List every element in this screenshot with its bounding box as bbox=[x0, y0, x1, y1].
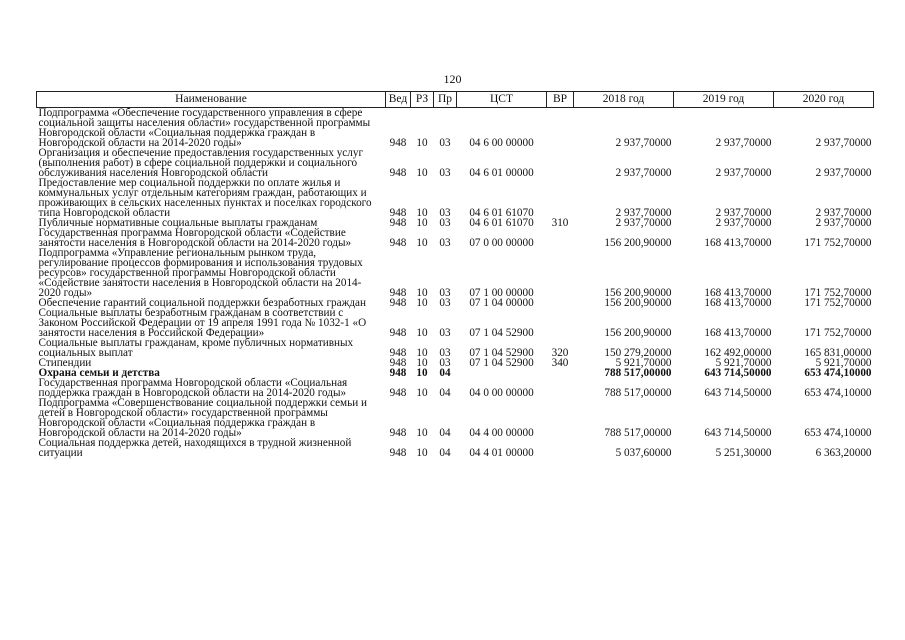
row-rz: 10 bbox=[416, 217, 428, 229]
row-value-2020: 6 363,20000 bbox=[815, 447, 872, 459]
row-pr: 03 bbox=[439, 347, 451, 359]
header-vr: ВР bbox=[547, 92, 574, 108]
row-name: Социальные выплаты безработным гражданам в соответствии с Законом Российской Федерации от 19 апреля 1991 года № 1032-1 «О занятости населения в Российской Федерации» bbox=[38, 307, 367, 339]
row-value-2019: 2 937,70000 bbox=[715, 167, 772, 179]
row-ved: 948 bbox=[389, 137, 407, 149]
row-ved: 948 bbox=[389, 237, 407, 249]
row-vr bbox=[547, 248, 574, 298]
row-value-2020: 171 752,70000 bbox=[804, 287, 872, 299]
row-rz: 10 bbox=[416, 447, 428, 459]
header-name: Наименование bbox=[37, 92, 386, 108]
row-cst: 04 6 01 61070 bbox=[469, 207, 534, 219]
row-pr: 03 bbox=[439, 207, 451, 219]
row-ved: 948 bbox=[389, 357, 407, 369]
row-pr: 03 bbox=[439, 327, 451, 339]
row-value-2020: 2 937,70000 bbox=[815, 167, 872, 179]
row-value-2020: 171 752,70000 bbox=[804, 297, 872, 309]
table-row bbox=[37, 338, 874, 358]
row-cst: 07 0 00 00000 bbox=[469, 237, 534, 249]
table-row bbox=[37, 308, 874, 338]
row-value-2019: 643 714,50000 bbox=[704, 367, 772, 379]
page-number: 120 bbox=[443, 72, 462, 86]
row-value-2018: 2 937,70000 bbox=[615, 137, 672, 149]
row-value-2018: 156 200,90000 bbox=[604, 237, 672, 249]
row-ved: 948 bbox=[389, 217, 407, 229]
header-2018: 2018 год bbox=[574, 92, 674, 108]
row-cst: 04 6 01 61070 bbox=[469, 217, 534, 229]
row-name: Охрана семьи и детства bbox=[38, 367, 160, 379]
header-2020: 2020 год bbox=[774, 92, 874, 108]
row-value-2019: 643 714,50000 bbox=[704, 427, 772, 439]
row-cst: 07 1 04 52900 bbox=[469, 347, 534, 359]
row-value-2019: 168 413,70000 bbox=[704, 297, 772, 309]
row-rz: 10 bbox=[416, 207, 428, 219]
row-ved: 948 bbox=[389, 327, 407, 339]
row-cst: 07 1 00 00000 bbox=[469, 287, 534, 299]
row-value-2018: 5 037,60000 bbox=[615, 447, 672, 459]
row-vr bbox=[547, 108, 574, 149]
row-vr bbox=[547, 438, 574, 458]
row-value-2019: 168 413,70000 bbox=[704, 237, 772, 249]
row-pr: 03 bbox=[439, 237, 451, 249]
row-name: Подпрограмма «Обеспечение государственного управления в сфере социальной защиты населения области» государственной программы Новгородской области «Социальная поддержка граждан в Новгородской области на 2014-2020 годы» bbox=[38, 107, 371, 149]
row-rz: 10 bbox=[416, 427, 428, 439]
row-vr: 310 bbox=[551, 217, 569, 229]
row-value-2018: 788 517,00000 bbox=[604, 367, 672, 379]
row-rz: 10 bbox=[416, 137, 428, 149]
row-rz: 10 bbox=[416, 387, 428, 399]
row-name: Государственная программа Новгородской области «Содействие занятости населения в Новгородской области на 2014-2020 годы» bbox=[38, 227, 352, 249]
row-ved: 948 bbox=[389, 367, 407, 379]
row-value-2020: 165 831,00000 bbox=[804, 347, 872, 359]
row-name: Публичные нормативные социальные выплаты гражданам bbox=[38, 217, 318, 229]
row-cst: 07 1 04 52900 bbox=[469, 327, 534, 339]
row-value-2020: 653 474,10000 bbox=[804, 367, 872, 379]
row-ved: 948 bbox=[389, 297, 407, 309]
header-ved: Вед bbox=[386, 92, 411, 108]
row-pr: 03 bbox=[439, 167, 451, 179]
row-name: Обеспечение гарантий социальной поддержки безработных граждан bbox=[38, 297, 366, 309]
row-value-2018: 788 517,00000 bbox=[604, 427, 672, 439]
row-cst: 07 1 04 52900 bbox=[469, 357, 534, 369]
table-row bbox=[37, 148, 874, 178]
row-rz: 10 bbox=[416, 297, 428, 309]
row-ved: 948 bbox=[389, 207, 407, 219]
row-ved: 948 bbox=[389, 287, 407, 299]
row-ved: 948 bbox=[389, 347, 407, 359]
row-rz: 10 bbox=[416, 347, 428, 359]
row-value-2020: 171 752,70000 bbox=[804, 327, 872, 339]
row-value-2018: 156 200,90000 bbox=[604, 287, 672, 299]
row-value-2018: 156 200,90000 bbox=[604, 327, 672, 339]
row-pr: 03 bbox=[439, 287, 451, 299]
row-pr: 04 bbox=[439, 447, 451, 459]
row-value-2019: 2 937,70000 bbox=[715, 207, 772, 219]
header-cst: ЦСТ bbox=[457, 92, 547, 108]
table-row bbox=[37, 108, 874, 149]
row-value-2019: 2 937,70000 bbox=[715, 217, 772, 229]
row-value-2019: 643 714,50000 bbox=[704, 387, 772, 399]
row-ved: 948 bbox=[389, 167, 407, 179]
row-value-2019: 5 921,70000 bbox=[715, 357, 772, 369]
row-name: Организация и обеспечение предоставления государственных услуг (выполнения работ) в сфере социальной поддержки и социального обслуживания населения Новгородской области bbox=[38, 147, 364, 179]
table-row bbox=[37, 398, 874, 438]
row-vr: 320 bbox=[551, 347, 569, 359]
row-pr: 03 bbox=[439, 217, 451, 229]
row-value-2020: 2 937,70000 bbox=[815, 207, 872, 219]
row-rz: 10 bbox=[416, 167, 428, 179]
row-vr bbox=[547, 308, 574, 338]
row-value-2020: 2 937,70000 bbox=[815, 137, 872, 149]
row-rz: 10 bbox=[416, 357, 428, 369]
row-value-2020: 653 474,10000 bbox=[804, 387, 872, 399]
table-header-row bbox=[37, 92, 874, 108]
row-cst: 04 0 00 00000 bbox=[469, 387, 534, 399]
row-value-2020: 2 937,70000 bbox=[815, 217, 872, 229]
row-vr bbox=[547, 228, 574, 248]
row-ved: 948 bbox=[389, 427, 407, 439]
table-row bbox=[37, 378, 874, 398]
row-value-2020: 5 921,70000 bbox=[815, 357, 872, 369]
row-vr bbox=[547, 298, 574, 308]
row-value-2018: 788 517,00000 bbox=[604, 387, 672, 399]
table-row bbox=[37, 228, 874, 248]
row-value-2019: 162 492,00000 bbox=[704, 347, 772, 359]
row-name: Социальная поддержка детей, находящихся в трудной жизненной ситуации bbox=[38, 437, 352, 459]
row-value-2019: 168 413,70000 bbox=[704, 287, 772, 299]
row-pr: 03 bbox=[439, 357, 451, 369]
row-name: Предоставление мер социальной поддержки по оплате жилья и коммунальных услуг отдельным категориям граждан, работающих и проживающих в сельских населенных пунктах и поселках городского типа Новгородской области bbox=[38, 177, 372, 219]
row-vr bbox=[547, 368, 574, 378]
header-rz: РЗ bbox=[411, 92, 434, 108]
row-value-2019: 168 413,70000 bbox=[704, 327, 772, 339]
row-rz: 10 bbox=[416, 237, 428, 249]
table-body bbox=[37, 108, 874, 459]
row-name: Стипендии bbox=[38, 357, 92, 369]
row-ved: 948 bbox=[389, 387, 407, 399]
row-cst: 04 6 01 00000 bbox=[469, 167, 534, 179]
row-value-2019: 5 251,30000 bbox=[715, 447, 772, 459]
row-pr: 03 bbox=[439, 137, 451, 149]
row-name: Подпрограмма «Совершенствование социальной поддержки семьи и детей в Новгородской области» государственной программы Новгородской области «Социальная поддержка граждан в Новгородской области на 2014-2020 годы» bbox=[38, 397, 368, 439]
row-pr: 04 bbox=[439, 427, 451, 439]
row-value-2018: 2 937,70000 bbox=[615, 167, 672, 179]
row-value-2020: 171 752,70000 bbox=[804, 237, 872, 249]
row-cst: 04 4 01 00000 bbox=[469, 447, 534, 459]
row-pr: 04 bbox=[439, 367, 451, 379]
row-ved: 948 bbox=[389, 447, 407, 459]
row-cst: 04 6 00 00000 bbox=[469, 137, 534, 149]
row-value-2018: 2 937,70000 bbox=[615, 217, 672, 229]
table-row bbox=[37, 438, 874, 458]
table-row bbox=[37, 248, 874, 298]
budget-table bbox=[36, 91, 874, 458]
row-cst: 07 1 04 00000 bbox=[469, 297, 534, 309]
row-pr: 04 bbox=[439, 387, 451, 399]
row-name: Подпрограмма «Управление региональным рынком труда, регулирование процессов формирования и использования трудовых ресурсов» государственной программы Новгородской области «Содействие занятости населения в Новгородской области на 2014-2020 годы» bbox=[38, 247, 363, 299]
row-value-2018: 5 921,70000 bbox=[615, 357, 672, 369]
row-name: Социальные выплаты гражданам, кроме публичных нормативных социальных выплат bbox=[38, 337, 354, 359]
row-cst: 04 4 00 00000 bbox=[469, 427, 534, 439]
row-cst bbox=[457, 368, 547, 378]
row-value-2018: 150 279,20000 bbox=[604, 347, 672, 359]
row-value-2019: 2 937,70000 bbox=[715, 137, 772, 149]
row-vr bbox=[547, 148, 574, 178]
row-pr: 03 bbox=[439, 297, 451, 309]
row-vr: 340 bbox=[551, 357, 569, 369]
row-value-2018: 156 200,90000 bbox=[604, 297, 672, 309]
row-vr bbox=[547, 398, 574, 438]
row-rz: 10 bbox=[416, 367, 428, 379]
table-row bbox=[37, 178, 874, 218]
row-value-2018: 2 937,70000 bbox=[615, 207, 672, 219]
row-rz: 10 bbox=[416, 327, 428, 339]
row-value-2020: 653 474,10000 bbox=[804, 427, 872, 439]
header-2019: 2019 год bbox=[674, 92, 774, 108]
row-vr bbox=[547, 178, 574, 218]
row-vr bbox=[547, 378, 574, 398]
row-rz: 10 bbox=[416, 287, 428, 299]
header-pr: Пр bbox=[434, 92, 457, 108]
row-name: Государственная программа Новгородской области «Социальная поддержка граждан в Новгородской области на 2014-2020 годы» bbox=[38, 377, 348, 399]
